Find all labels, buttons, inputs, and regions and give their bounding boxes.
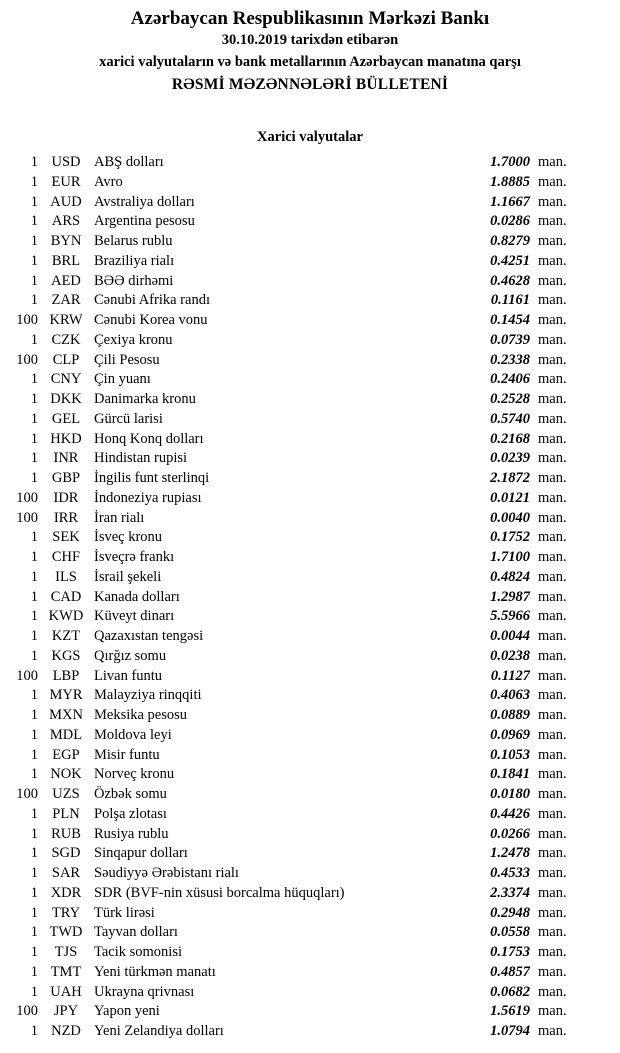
- bank-title: Azərbaycan Respublikasının Mərkəzi Bankı: [130, 8, 490, 29]
- unit-label: man.: [538, 272, 567, 289]
- quantity: 1: [30, 213, 38, 230]
- rate-value: 1.7100: [490, 549, 530, 565]
- currency-code: UAH: [50, 983, 82, 1000]
- currency-code: BYN: [50, 233, 82, 249]
- quantity: 100: [16, 312, 38, 328]
- rate-row: [0, 864, 620, 884]
- currency-code: LBP: [52, 667, 80, 684]
- rate-value: 2.3374: [490, 884, 530, 901]
- rate-value: 0.4063: [490, 687, 530, 704]
- currency-name: Moldova leyi: [94, 726, 172, 743]
- rate-row: [0, 430, 620, 450]
- unit-label: man.: [538, 667, 567, 684]
- rate-row: [0, 1022, 620, 1042]
- unit-label: man.: [538, 726, 567, 743]
- rate-row: [0, 489, 620, 509]
- currency-code: GBP: [51, 470, 81, 486]
- quantity: 1: [30, 252, 38, 269]
- rate-value: 0.0121: [490, 489, 530, 506]
- quantity: 100: [16, 509, 38, 526]
- currency-code: EGP: [52, 746, 80, 763]
- quantity: 1: [30, 707, 38, 723]
- document-header: [0, 0, 620, 96]
- rate-row: [0, 647, 620, 667]
- rate-value: 0.0739: [490, 331, 530, 348]
- currency-code: GEL: [51, 410, 81, 427]
- quantity: 1: [30, 331, 38, 348]
- unit-label: man.: [538, 647, 567, 664]
- quantity: 1: [30, 904, 38, 921]
- quantity: 1: [30, 529, 38, 546]
- rate-value: 0.4824: [490, 568, 530, 585]
- rate-value: 0.2528: [490, 391, 530, 407]
- quantity: 1: [30, 865, 38, 881]
- currency-name: Avstraliya dolları: [94, 193, 195, 210]
- currency-code: KZT: [51, 628, 81, 644]
- rate-row: [0, 351, 620, 371]
- rate-value: 0.2168: [490, 430, 530, 447]
- rate-value: 1.1667: [490, 193, 530, 210]
- quantity: 1: [30, 1023, 38, 1039]
- quantity: 1: [30, 173, 38, 190]
- currency-code: EUR: [51, 173, 81, 190]
- unit-label: man.: [538, 1003, 567, 1020]
- rate-value: 1.8885: [490, 173, 530, 190]
- currency-name: Cənubi Afrika randı: [94, 292, 210, 309]
- unit-label: man.: [538, 825, 567, 842]
- rate-value: 0.4628: [490, 272, 530, 289]
- rate-value: 0.0040: [490, 509, 530, 526]
- currency-name: Çexiya kronu: [94, 331, 173, 348]
- currency-code: ZAR: [51, 292, 81, 309]
- currency-name: Çili Pesosu: [94, 351, 160, 368]
- currency-name: İsveçrə frankı: [94, 549, 175, 565]
- currency-name: Misir funtu: [94, 746, 160, 763]
- rate-row: [0, 963, 620, 983]
- currency-code: NZD: [51, 1023, 81, 1039]
- currency-name: Yeni türkmən manatı: [94, 963, 216, 980]
- rate-value: 0.2948: [490, 904, 530, 921]
- rate-row: [0, 1002, 620, 1022]
- rate-row: [0, 449, 620, 469]
- currency-name: Norveç kronu: [94, 766, 175, 783]
- rate-value: 0.5740: [490, 410, 530, 427]
- unit-label: man.: [538, 568, 567, 585]
- currency-code: IRR: [53, 509, 79, 526]
- rate-row: [0, 923, 620, 943]
- rate-value: 0.1841: [490, 766, 530, 783]
- rate-value: 0.2338: [490, 351, 530, 368]
- currency-code: PLN: [52, 805, 80, 822]
- quantity: 100: [16, 351, 38, 368]
- currency-code: KGS: [51, 647, 81, 664]
- quantity: 1: [30, 805, 38, 822]
- rate-row: [0, 884, 620, 904]
- currency-name: Livan funtu: [94, 667, 163, 684]
- unit-label: man.: [538, 884, 567, 901]
- rate-value: 0.0044: [490, 628, 530, 644]
- currency-code: TJS: [54, 944, 78, 960]
- rate-value: 0.0682: [490, 983, 530, 1000]
- currency-code: TRY: [51, 904, 81, 921]
- rate-value: 0.4533: [490, 865, 530, 881]
- currency-name: Sinqapur dolları: [94, 845, 188, 862]
- rate-row: [0, 173, 620, 193]
- quantity: 1: [30, 884, 38, 901]
- rate-row: [0, 548, 620, 568]
- rate-row: [0, 252, 620, 272]
- currency-name: Türk lirəsi: [94, 904, 155, 921]
- rate-value: 5.5966: [490, 608, 530, 625]
- unit-label: man.: [538, 529, 567, 546]
- currency-name: Malayziya rinqqiti: [94, 687, 202, 704]
- unit-label: man.: [538, 845, 567, 862]
- unit-label: man.: [538, 628, 567, 644]
- unit-label: man.: [538, 470, 567, 486]
- currency-code: NOK: [50, 766, 82, 783]
- unit-label: man.: [538, 450, 567, 467]
- unit-label: man.: [538, 410, 567, 427]
- quantity: 1: [30, 371, 38, 388]
- rate-row: [0, 291, 620, 311]
- rate-row: [0, 726, 620, 746]
- currency-name: Yeni Zelandiya dolları: [94, 1023, 224, 1039]
- currency-name: Yapon yeni: [94, 1003, 160, 1020]
- currency-name: SDR (BVF-nin xüsusi borcalma hüquqları): [94, 884, 345, 901]
- unit-label: man.: [538, 904, 567, 921]
- currency-code: CHF: [51, 549, 81, 565]
- quantity: 1: [30, 470, 38, 486]
- quantity: 1: [30, 568, 38, 585]
- currency-name: Səudiyyə Ərəbistanı rialı: [94, 865, 239, 881]
- currency-code: TMT: [50, 963, 82, 980]
- currency-name: Meksika pesosu: [94, 707, 188, 723]
- quantity: 1: [30, 549, 38, 565]
- quantity: 1: [30, 746, 38, 763]
- rate-value: 0.0558: [490, 924, 530, 941]
- unit-label: man.: [538, 1023, 567, 1039]
- rate-value: 0.0889: [490, 707, 530, 723]
- currency-code: ARS: [51, 213, 81, 230]
- rate-value: 0.0286: [490, 213, 530, 230]
- unit-label: man.: [538, 351, 567, 368]
- currency-name: İngilis funt sterlinqi: [94, 470, 210, 486]
- quantity: 1: [30, 608, 38, 625]
- currency-code: MXN: [49, 707, 83, 723]
- rate-row: [0, 706, 620, 726]
- currency-name: BƏƏ dirhəmi: [94, 272, 174, 289]
- rate-row: [0, 509, 620, 529]
- currency-code: CAD: [50, 588, 82, 605]
- rate-row: [0, 607, 620, 627]
- currency-code: UZS: [52, 786, 80, 802]
- quantity: 1: [30, 825, 38, 842]
- rate-value: 0.8279: [490, 233, 530, 249]
- unit-label: man.: [538, 252, 567, 269]
- unit-label: man.: [538, 746, 567, 763]
- quantity: 1: [30, 410, 38, 427]
- currency-name: Ukrayna qrivnası: [94, 983, 195, 1000]
- currency-name: Rusiya rublu: [94, 825, 169, 842]
- currency-name: Argentina pesosu: [94, 213, 195, 230]
- currency-code: BRL: [51, 252, 81, 269]
- quantity: 1: [30, 193, 38, 210]
- unit-label: man.: [538, 608, 567, 625]
- rate-value: 1.2478: [490, 845, 530, 862]
- quantity: 1: [30, 963, 38, 980]
- unit-label: man.: [538, 983, 567, 1000]
- currency-name: İndoneziya rupiası: [94, 489, 202, 506]
- rate-row: [0, 528, 620, 548]
- currency-name: Özbək somu: [94, 786, 167, 802]
- unit-label: man.: [538, 331, 567, 348]
- rate-value: 0.0180: [490, 786, 530, 802]
- currency-code: AUD: [50, 193, 82, 210]
- rate-value: 0.1053: [490, 746, 530, 763]
- unit-label: man.: [538, 549, 567, 565]
- rate-row: [0, 390, 620, 410]
- unit-label: man.: [538, 687, 567, 704]
- rate-row: [0, 746, 620, 766]
- quantity: 1: [30, 647, 38, 664]
- unit-label: man.: [538, 963, 567, 980]
- currency-name: Gürcü larisi: [94, 410, 163, 427]
- currency-name: Tayvan dolları: [94, 924, 178, 941]
- unit-label: man.: [538, 233, 567, 249]
- rate-value: 0.1454: [490, 312, 530, 328]
- quantity: 1: [30, 845, 38, 862]
- currency-name: Çin yuanı: [94, 371, 151, 388]
- quantity: 1: [30, 983, 38, 1000]
- currency-name: Tacik somonisi: [94, 944, 182, 960]
- currency-code: MYR: [49, 687, 83, 704]
- quantity: 1: [30, 687, 38, 704]
- quantity: 1: [30, 450, 38, 467]
- rate-row: [0, 825, 620, 845]
- rate-value: 0.4857: [490, 963, 530, 980]
- rates-table: [0, 153, 620, 1042]
- unit-label: man.: [538, 430, 567, 447]
- unit-label: man.: [538, 924, 567, 941]
- quantity: 1: [30, 588, 38, 605]
- rate-row: [0, 410, 620, 430]
- quantity: 100: [16, 786, 38, 802]
- unit-label: man.: [538, 509, 567, 526]
- currency-name: Kanada dolları: [94, 588, 180, 605]
- rate-row: [0, 588, 620, 608]
- rate-row: [0, 331, 620, 351]
- rate-row: [0, 153, 620, 173]
- currency-name: ABŞ dolları: [94, 154, 164, 170]
- rate-row: [0, 193, 620, 213]
- unit-label: man.: [538, 292, 567, 309]
- quantity: 1: [30, 430, 38, 447]
- rate-row: [0, 232, 620, 252]
- currency-code: CNY: [50, 371, 82, 388]
- unit-label: man.: [538, 766, 567, 783]
- currency-code: DKK: [50, 391, 82, 407]
- rate-value: 1.0794: [490, 1023, 530, 1039]
- currency-code: KWD: [48, 608, 84, 625]
- rate-row: [0, 943, 620, 963]
- currency-code: SAR: [51, 865, 81, 881]
- subtitle-line: xarici valyutaların və bank metallarının Azərbaycan manatına qarşı: [99, 54, 521, 70]
- rate-value: 0.1127: [490, 667, 530, 684]
- unit-label: man.: [538, 391, 567, 407]
- quantity: 1: [30, 924, 38, 941]
- rate-row: [0, 983, 620, 1003]
- rate-value: 0.0266: [490, 825, 530, 842]
- rate-row: [0, 272, 620, 292]
- rate-row: [0, 686, 620, 706]
- rate-row: [0, 568, 620, 588]
- unit-label: man.: [538, 489, 567, 506]
- rate-value: 1.7000: [490, 154, 530, 170]
- currency-name: Qazaxıstan tengəsi: [94, 628, 204, 644]
- currency-name: İran rialı: [94, 509, 145, 526]
- currency-code: RUB: [51, 825, 81, 842]
- quantity: 1: [30, 272, 38, 289]
- rate-value: 0.2406: [490, 371, 530, 388]
- rate-row: [0, 785, 620, 805]
- currency-name: İsrail şekeli: [94, 568, 162, 585]
- currency-code: CZK: [51, 331, 81, 348]
- rate-value: 0.0238: [490, 647, 530, 664]
- rate-value: 0.0969: [490, 726, 530, 743]
- currency-code: AED: [51, 272, 81, 289]
- quantity: 1: [30, 154, 38, 170]
- currency-name: Küveyt dinarı: [94, 608, 175, 625]
- rate-row: [0, 469, 620, 489]
- currency-code: SGD: [51, 845, 81, 862]
- currency-code: IDR: [53, 489, 79, 506]
- currency-code: HKD: [50, 430, 82, 447]
- rate-row: [0, 844, 620, 864]
- currency-code: INR: [53, 450, 79, 467]
- rate-row: [0, 627, 620, 647]
- bulletin-title: RƏSMİ MƏZƏNNƏLƏRİ BÜLLETENİ: [171, 76, 449, 93]
- effective-date: 30.10.2019 tarixdən etibarən: [221, 32, 399, 48]
- unit-label: man.: [538, 865, 567, 881]
- quantity: 1: [30, 944, 38, 960]
- currency-name: Cənubi Korea vonu: [94, 312, 208, 328]
- rate-value: 0.4251: [490, 252, 530, 269]
- unit-label: man.: [538, 786, 567, 802]
- unit-label: man.: [538, 154, 567, 170]
- rate-row: [0, 311, 620, 331]
- rate-row: [0, 370, 620, 390]
- currency-name: Braziliya rialı: [94, 252, 175, 269]
- currency-code: KRW: [49, 312, 83, 328]
- currency-name: Honq Konq dolları: [94, 430, 204, 447]
- rate-value: 0.0239: [490, 450, 530, 467]
- quantity: 100: [16, 489, 38, 506]
- currency-code: ILS: [55, 568, 77, 585]
- rate-row: [0, 904, 620, 924]
- rate-value: 2.1872: [490, 470, 530, 486]
- section-title-foreign-currencies: Xarici valyutalar: [257, 129, 363, 145]
- currency-code: JPY: [53, 1003, 79, 1020]
- currency-code: CLP: [52, 351, 80, 368]
- quantity: 1: [30, 391, 38, 407]
- rate-value: 0.1753: [490, 944, 530, 960]
- currency-name: Belarus rublu: [94, 233, 173, 249]
- unit-label: man.: [538, 312, 567, 328]
- rate-row: [0, 212, 620, 232]
- quantity: 1: [30, 766, 38, 783]
- currency-code: SEK: [52, 529, 80, 546]
- rate-value: 1.2987: [490, 588, 530, 605]
- currency-name: Qırğız somu: [94, 647, 167, 664]
- rate-row: [0, 765, 620, 785]
- unit-label: man.: [538, 944, 567, 960]
- quantity: 1: [30, 628, 38, 644]
- unit-label: man.: [538, 193, 567, 210]
- rate-row: [0, 667, 620, 687]
- unit-label: man.: [538, 707, 567, 723]
- currency-code: MDL: [49, 726, 83, 743]
- currency-name: Avro: [94, 173, 123, 190]
- currency-name: İsveç kronu: [94, 529, 163, 546]
- currency-code: XDR: [50, 884, 82, 901]
- rate-value: 0.1161: [490, 292, 530, 309]
- rate-value: 0.4426: [490, 805, 530, 822]
- rate-row: [0, 805, 620, 825]
- unit-label: man.: [538, 371, 567, 388]
- quantity: 100: [16, 667, 38, 684]
- unit-label: man.: [538, 588, 567, 605]
- rate-value: 0.1752: [490, 529, 530, 546]
- currency-code: TWD: [49, 924, 83, 941]
- quantity: 1: [30, 292, 38, 309]
- unit-label: man.: [538, 213, 567, 230]
- currency-name: Hindistan rupisi: [94, 450, 188, 467]
- rate-value: 1.5619: [490, 1003, 530, 1020]
- quantity: 1: [30, 233, 38, 249]
- unit-label: man.: [538, 805, 567, 822]
- unit-label: man.: [538, 173, 567, 190]
- quantity: 1: [30, 726, 38, 743]
- currency-name: Danimarka kronu: [94, 391, 196, 407]
- quantity: 100: [16, 1003, 38, 1020]
- currency-name: Polşa zlotası: [94, 805, 167, 822]
- currency-code: USD: [51, 154, 81, 170]
